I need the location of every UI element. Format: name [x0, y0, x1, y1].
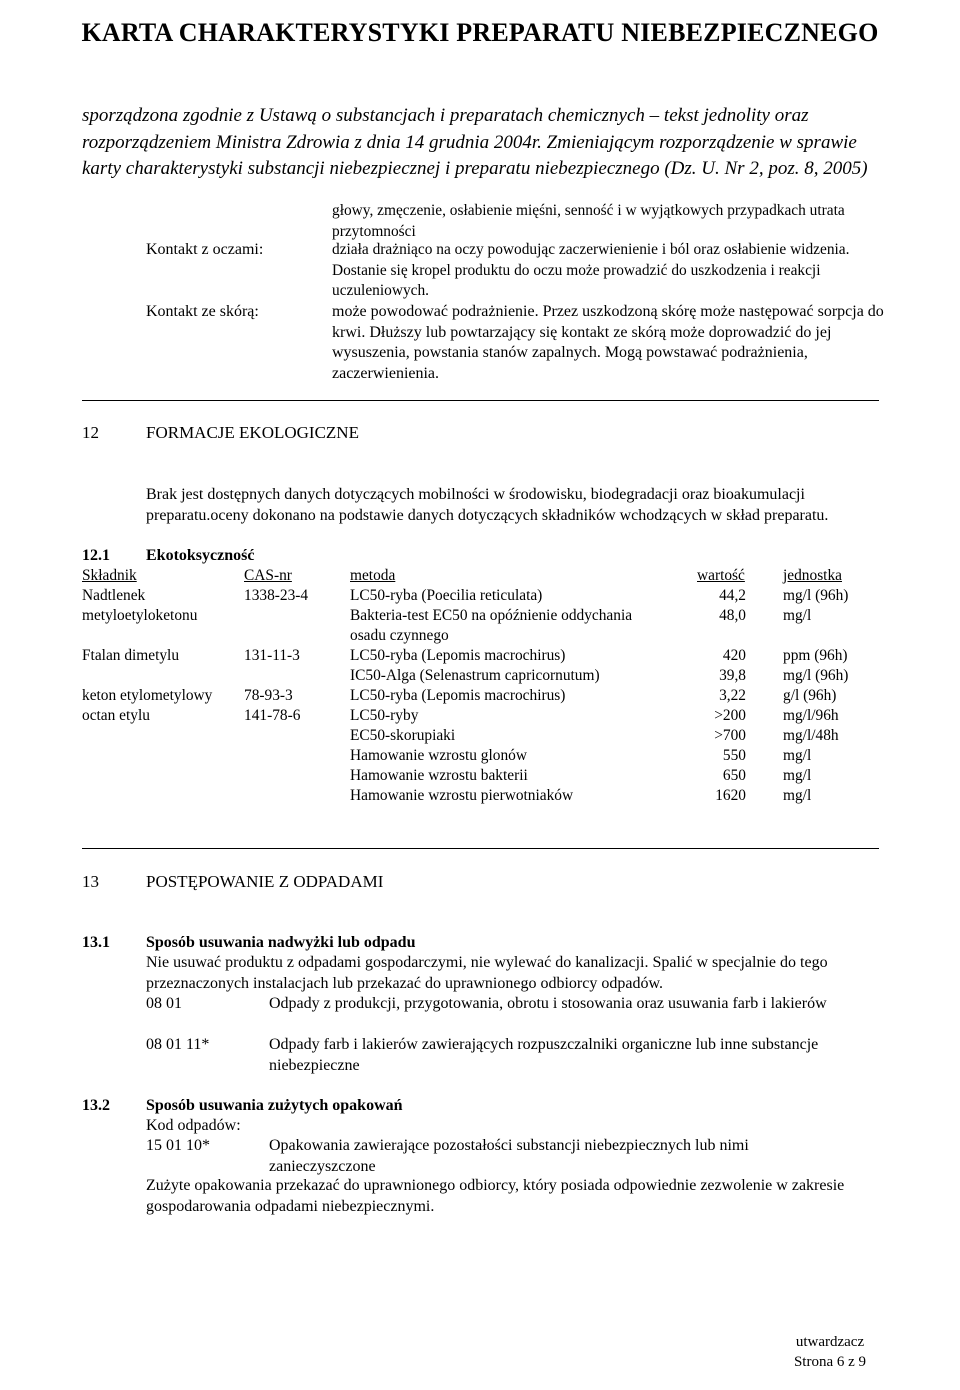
cell-unit: mg/l: [783, 767, 812, 784]
cell-value: 420: [722, 647, 746, 664]
cell-method: LC50-ryba (Lepomis macrochirus): [350, 647, 566, 664]
table-row: [0, 666, 960, 686]
subsection-13-1-title: Sposób usuwania nadwyżki lub odpadu: [146, 934, 416, 951]
table-row: [0, 766, 960, 786]
eye-contact-label: Kontakt z oczami:: [146, 241, 264, 258]
cell-unit: mg/l: [783, 747, 812, 764]
cell-method: LC50-ryby: [350, 707, 419, 724]
header-cas: CAS-nr: [244, 567, 292, 584]
cell-component: keton etylometylowy: [82, 687, 213, 704]
table-row: [0, 746, 960, 766]
waste-code: 08 01 11*: [146, 1036, 210, 1053]
cell-value: >200: [714, 707, 746, 724]
waste-code-description: Odpady farb i lakierów zawierających rozpuszczalniki organiczne lub inne substancje niebezpieczne: [269, 1036, 819, 1074]
table-row: [0, 786, 960, 806]
symptoms-continued-text: głowy, zmęczenie, osłabienie mięśni, senność i w wyjątkowych przypadkach utrata przytomności: [332, 202, 845, 240]
cell-method: EC50-skorupiaki: [350, 727, 456, 744]
header-component: Składnik: [82, 567, 137, 584]
section-13-number: 13: [82, 872, 99, 891]
subsection-13-2-title: Sposób usuwania zużytych opakowań: [146, 1097, 403, 1114]
subsection-12-1-number: 12.1: [82, 547, 110, 564]
cell-method: Hamowanie wzrostu glonów: [350, 747, 527, 764]
subsection-13-2-number: 13.2: [82, 1097, 110, 1114]
cell-value: 3,22: [719, 687, 746, 704]
cell-cas: 1338-23-4: [244, 587, 309, 604]
cell-method: LC50-ryba (Poecilia reticulata): [350, 587, 543, 604]
page-number: Strona 6 z 9: [793, 1354, 867, 1370]
cell-unit: mg/l (96h): [783, 667, 849, 684]
cell-component: metyloetyloketonu: [82, 607, 198, 624]
cell-unit: ppm (96h): [783, 647, 848, 664]
table-row: [0, 586, 960, 606]
waste-code: 15 01 10*: [146, 1137, 210, 1154]
cell-unit: g/l (96h): [783, 687, 837, 704]
cell-cas: 131-11-3: [244, 647, 300, 664]
header-value: wartość: [697, 567, 745, 584]
cell-method: osadu czynnego: [350, 627, 449, 644]
cell-unit: mg/l (96h): [783, 587, 849, 604]
cell-unit: mg/l/96h: [783, 707, 839, 724]
section-12-number: 12: [82, 423, 99, 442]
cell-method: IC50-Alga (Selenastrum capricornutum): [350, 667, 600, 684]
header-unit: jednostka: [783, 567, 842, 584]
cell-value: 1620: [715, 787, 746, 804]
cell-unit: mg/l/48h: [783, 727, 839, 744]
cell-component: Nadtlenek: [82, 587, 146, 604]
cell-value: 44,2: [719, 587, 746, 604]
cell-value: 650: [722, 767, 746, 784]
table-row: [0, 726, 960, 746]
table-row: [0, 606, 960, 626]
section-12-intro: Brak jest dostępnych danych dotyczących mobilności w środowisku, biodegradacji oraz bioakumulacji preparatu.oceny dokonano na podstawie danych dotyczących składników wchodzących w skład preparatu.: [146, 486, 829, 524]
subsection-13-1-number: 13.1: [82, 934, 110, 951]
section-13-title: POSTĘPOWANIE Z ODPADAMI: [146, 872, 384, 891]
table-row: [0, 706, 960, 726]
document-subtitle: sporządzona zgodnie z Ustawą o substancjach i preparatach chemicznych – tekst jednolity oraz rozporządzeniem Ministra Zdrowia z dnia 14 grudnia 2004r. Zmieniającym rozporządzenie w sprawie karty charakterystyki substancji niebezpiecznej i preparatu niebezpiecznego (Dz. U. Nr 2, poz. 8, 2005): [82, 105, 868, 179]
subsection-13-2-text: Zużyte opakowania przekazać do uprawnionego odbiorcy, który posiada odpowiednie zezwolenie w zakresie gospodarowania odpadami niebezpiecznymi.: [146, 1177, 845, 1215]
waste-code: 08 01: [146, 995, 182, 1012]
subsection-13-1-text: Nie usuwać produktu z odpadami gospodarczymi, nie wylewać do kanalizacji. Spalić w specjalnie do tego przeznaczonych instalacjach lub przekazać do uprawnionego odbiorcy odpadów.: [146, 954, 828, 992]
cell-unit: mg/l: [783, 607, 812, 624]
cell-component: octan etylu: [82, 707, 150, 724]
skin-contact-label: Kontakt ze skórą:: [146, 303, 259, 320]
document-title: KARTA CHARAKTERYSTYKI PREPARATU NIEBEZPIECZNEGO: [81, 18, 879, 47]
eye-contact-text: działa drażniąco na oczy powodując zaczerwienienie i ból oraz osłabienie widzenia. Dostanie się kropel produktu do oczu może prowadzić do uszkodzenia i reakcji uczuleniowych.: [332, 241, 850, 299]
table-row: [0, 646, 960, 666]
table-header: [0, 566, 960, 586]
cell-method: LC50-ryba (Lepomis macrochirus): [350, 687, 566, 704]
cell-unit: mg/l: [783, 787, 812, 804]
cell-value: >700: [714, 727, 746, 744]
table-row: [0, 626, 960, 646]
subsection-12-1-title: Ekotoksyczność: [146, 547, 255, 564]
cell-value: 550: [722, 747, 746, 764]
section-12-title: FORMACJE EKOLOGICZNE: [146, 423, 359, 442]
table-row: [0, 686, 960, 706]
cell-method: Bakteria-test EC50 na opóźnienie oddychania: [350, 607, 633, 624]
header-method: metoda: [350, 567, 396, 584]
section-divider: [82, 400, 879, 401]
waste-code-description: Opakowania zawierające pozostałości substancji niebezpiecznych lub nimi zanieczyszczone: [269, 1137, 749, 1175]
cell-value: 48,0: [719, 607, 746, 624]
cell-cas: 78-93-3: [244, 687, 293, 704]
cell-method: Hamowanie wzrostu bakterii: [350, 767, 528, 784]
skin-contact-text: może powodować podrażnienie. Przez uszkodzoną skórę może następować sorpcja do krwi. Dłuższy lub powtarzający się kontakt ze skórą może doprowadzić do jej wysuszenia, powstania stanów zapalnych. Mogą powstawać podrażnienia, zaczerwienienia.: [332, 303, 884, 382]
waste-code-label: Kod odpadów:: [146, 1117, 241, 1134]
cell-value: 39,8: [719, 667, 746, 684]
cell-component: Ftalan dimetylu: [82, 647, 180, 664]
cell-cas: 141-78-6: [244, 707, 301, 724]
footer-product-name: utwardzacz: [795, 1334, 865, 1350]
waste-code-description: Odpady z produkcji, przygotowania, obrotu i stosowania oraz usuwania farb i lakierów: [269, 995, 827, 1012]
cell-method: Hamowanie wzrostu pierwotniaków: [350, 787, 574, 804]
section-divider: [82, 848, 879, 849]
